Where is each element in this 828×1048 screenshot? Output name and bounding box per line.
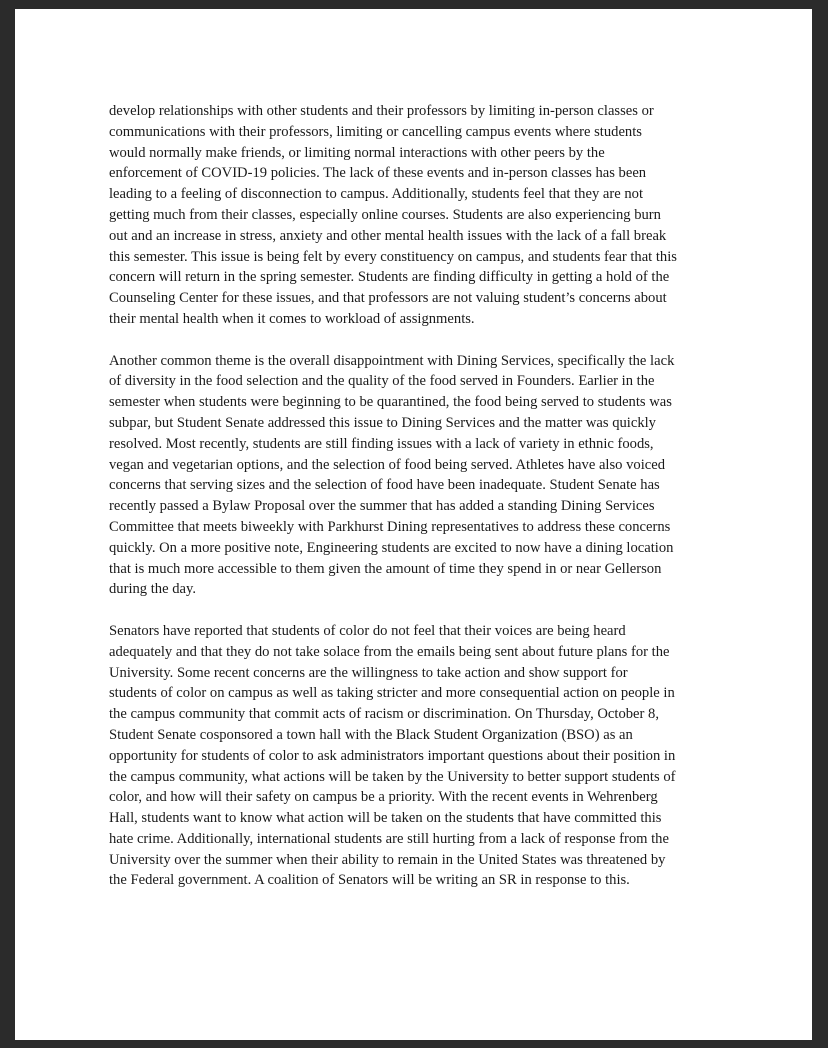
text-line: color, and how will their safety on campus be a priority. With the recent events in Wehrenberg [109,789,658,806]
text-line: Committee that meets biweekly with Parkhurst Dining representatives to address these concerns [109,518,671,535]
text-line: Counseling Center for these issues, and that professors are not valuing student’s concerns about [109,290,667,307]
text-line: during the day. [109,581,196,598]
text-line: opportunity for students of color to ask administrators important questions about their position in [109,747,676,764]
text-line: leading to a feeling of disconnection to campus. Additionally, students feel that they are not [109,186,644,203]
text-line: the Federal government. A coalition of Senators will be writing an SR in response to this. [109,872,630,889]
text-line: communications with their professors, limiting or cancelling campus events where students [109,123,642,140]
text-line: their mental health when it comes to workload of assignments. [109,310,475,327]
text-line: subpar, but Student Senate addressed this issue to Dining Services and the matter was quickly [109,414,656,431]
document-body [109,101,721,912]
text-line: the campus community that commit acts of racism or discrimination. On Thursday, October 8, [109,706,659,723]
text-line: semester when students were beginning to be quarantined, the food being served to students was [109,394,672,411]
text-line: develop relationships with other students and their professors by limiting in-person classes or [109,103,654,119]
text-line: concerns that serving sizes and the selection of food have been inadequate. Student Senate has [109,477,660,494]
text-line: enforcement of COVID-19 policies. The lack of these events and in-person classes has been [109,165,647,182]
text-line: Student Senate cosponsored a town hall with the Black Student Organization (BSO) as an [109,726,633,743]
text-line: recently passed a Bylaw Proposal over the summer that has added a standing Dining Services [109,498,655,515]
text-line: would normally make friends, or limiting normal interactions with other peers by the [109,144,605,161]
text-line: vegan and vegetarian options, and the selection of food being served. Athletes have also voiced [109,456,666,473]
document-page [15,9,812,1040]
text-line: adequately and that they do not take solace from the emails being sent about future plans for the [109,643,670,660]
text-line: out and an increase in stress, anxiety and other mental health issues with the lack of a fall break [109,227,667,244]
text-line: students of color on campus as well as taking stricter and more consequential action on people in [109,685,675,702]
paragraph [109,351,721,601]
text-line: Senators have reported that students of color do not feel that their voices are being heard [109,622,626,639]
text-line: of diversity in the food selection and the quality of the food served in Founders. Earlier in the [109,373,655,390]
text-line: quickly. On a more positive note, Engineering students are excited to now have a dining location [109,539,674,556]
text-line: hate crime. Additionally, international students are still hurting from a lack of response from the [109,830,669,847]
text-line: concern will return in the spring semester. Students are finding difficulty in getting a hold of the [109,269,670,286]
text-line: this semester. This issue is being felt by every constituency on campus, and students fear that this [109,248,677,265]
text-line: University. Some recent concerns are the willingness to take action and show support for [109,664,628,681]
paragraph [109,101,721,330]
text-line: Hall, students want to know what action will be taken on the students that have committed this [109,810,662,827]
text-line: resolved. Most recently, students are still finding issues with a lack of variety in ethnic foods, [109,435,654,452]
text-line: getting much from their classes, especially online courses. Students are also experiencing burn [109,206,661,223]
text-line: Another common theme is the overall disappointment with Dining Services, specifically the lack [109,352,675,369]
text-line: that is much more accessible to them given the amount of time they spend in or near Gellerson [109,560,662,577]
paragraph [109,621,721,891]
text-line: the campus community, what actions will be taken by the University to better support students of [109,768,676,785]
text-line: University over the summer when their ability to remain in the United States was threatened by [109,851,666,868]
